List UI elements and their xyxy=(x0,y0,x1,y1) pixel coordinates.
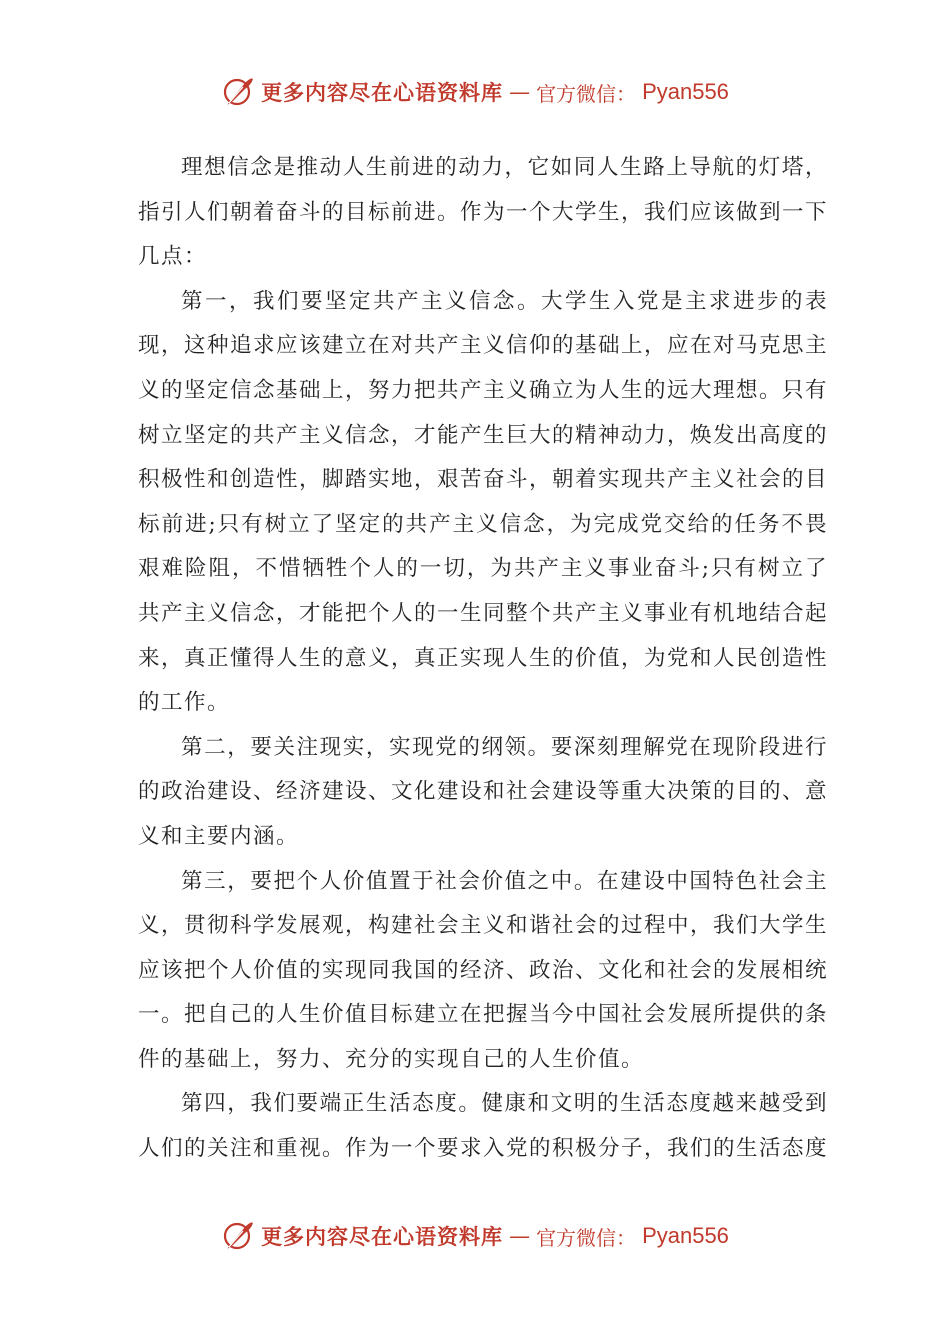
footer-banner xyxy=(0,1216,950,1256)
quill-logo-icon xyxy=(221,1219,255,1253)
quill-logo-icon xyxy=(221,75,255,109)
header-wechat-label: 官方微信： xyxy=(536,81,637,106)
header-dash: — xyxy=(509,80,531,104)
footer-brand: 更多内容尽在心语资料库 xyxy=(261,1224,504,1249)
document-body xyxy=(138,146,828,1172)
paragraph-third: 第三，要把个人价值置于社会价值之中。在建设中国特色社会主义，贯彻科学发展观，构建社会主义和谐社会的过程中，我们大学生应该把个人价值的实现同我国的经济、政治、文化和社会的发展相统一。把自己的人生价值目标建立在把握当今中国社会发展所提供的条件的基础上，努力、充分的实现自己的人生价值。 xyxy=(138,868,829,1072)
header-banner xyxy=(0,72,950,112)
footer-wechat-id: Pyan556 xyxy=(642,1223,729,1248)
paragraph-second: 第二，要关注现实，实现党的纲领。要深刻理解党在现阶段进行的政治建设、经济建设、文化建设和社会建设等重大决策的目的、意义和主要内涵。 xyxy=(138,734,829,849)
paragraph-intro: 理想信念是推动人生前进的动力，它如同人生路上导航的灯塔，指引人们朝着奋斗的目标前进。作为一个大学生，我们应该做到一下几点： xyxy=(138,155,829,270)
footer-dash: — xyxy=(509,1224,531,1248)
header-wechat-id: Pyan556 xyxy=(642,79,729,104)
footer-wechat-label: 官方微信： xyxy=(536,1225,637,1250)
paragraph-first: 第一，我们要坚定共产主义信念。大学生入党是主求进步的表现，这种追求应该建立在对共产主义信仰的基础上，应在对马克思主义的坚定信念基础上，努力把共产主义确立为人生的远大理想。只有树立坚定的共产主义信念，才能产生巨大的精神动力，焕发出高度的积极性和创造性，脚踏实地，艰苦奋斗，朝着实现共产主义社会的目标前进;只有树立了坚定的共产主义信念，为完成党交给的任务不畏艰难险阻，不惜牺牲个人的一切，为共产主义事业奋斗;只有树立了共产主义信念，才能把个人的一生同整个共产主义事业有机地结合起来，真正懂得人生的意义，真正实现人生的价值，为党和人民创造性的工作。 xyxy=(138,288,829,716)
paragraph-fourth: 第四，我们要端正生活态度。健康和文明的生活态度越来越受到人们的关注和重视。作为一个要求入党的积极分子，我们的生活态度 xyxy=(138,1091,829,1162)
header-brand: 更多内容尽在心语资料库 xyxy=(261,80,504,105)
